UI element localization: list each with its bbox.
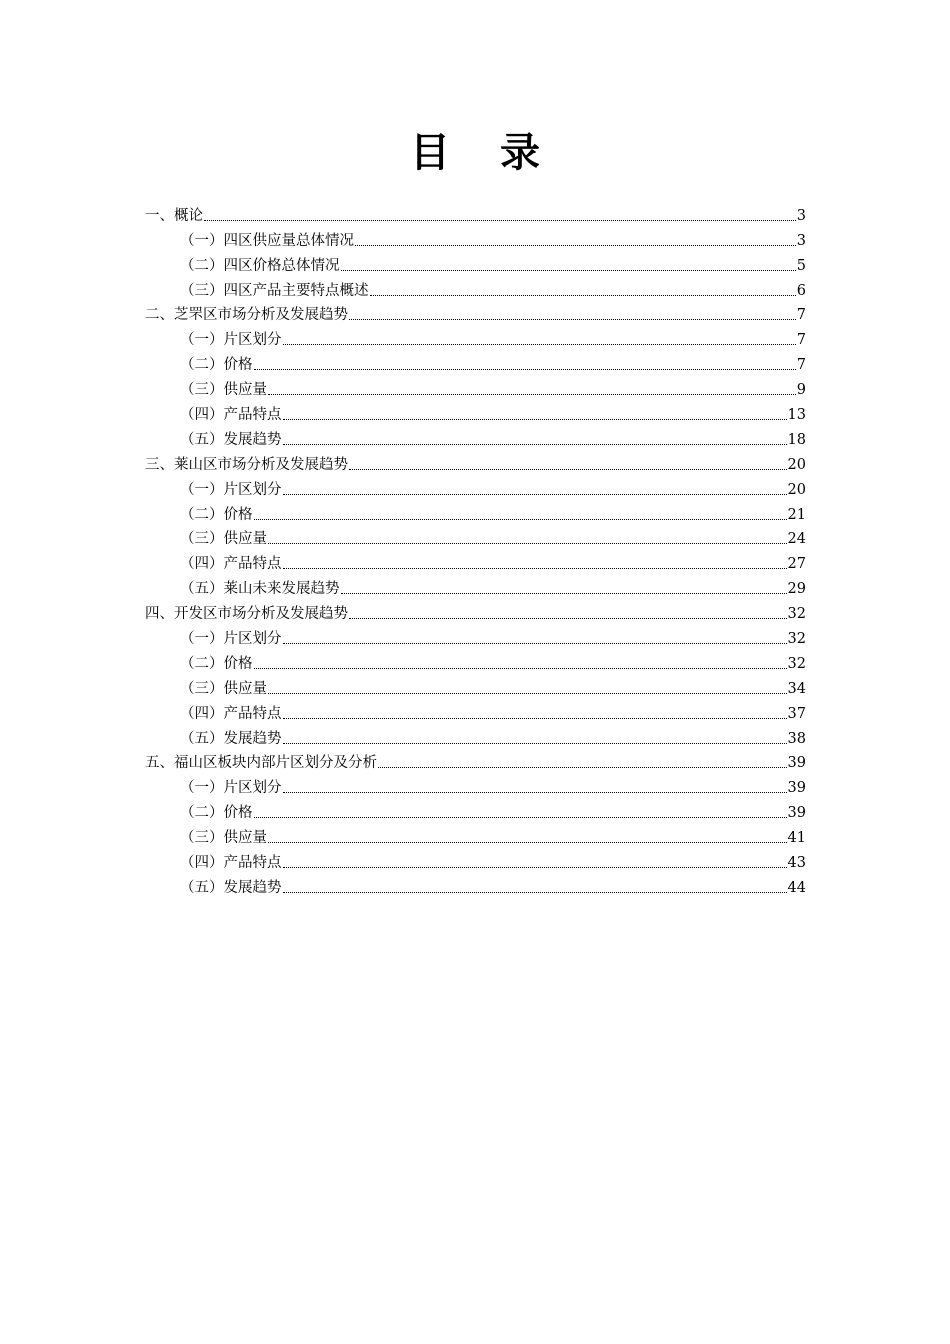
toc-subsection-entry[interactable] <box>145 872 806 897</box>
toc-subsection-entry[interactable] <box>145 772 806 797</box>
toc-page-number: 43 <box>787 855 806 872</box>
toc-page-number: 20 <box>787 481 806 498</box>
toc-dot-leader <box>283 743 787 744</box>
toc-dot-leader <box>283 568 787 569</box>
toc-dot-leader <box>283 718 787 719</box>
toc-page-number: 39 <box>787 755 806 772</box>
toc-entry-label: 三、莱山区市场分析及发展趋势 <box>145 456 348 473</box>
toc-page-number: 6 <box>796 282 806 299</box>
toc-dot-leader <box>283 867 787 868</box>
toc-entry-label: （二）价格 <box>180 357 253 374</box>
toc-subsection-entry[interactable] <box>145 573 806 598</box>
toc-dot-leader <box>355 245 796 246</box>
toc-entry-label: （四）产品特点 <box>180 556 282 573</box>
toc-page-number: 41 <box>787 830 806 847</box>
toc-page-number: 39 <box>787 805 806 822</box>
toc-page-number: 27 <box>787 556 806 573</box>
toc-subsection-entry[interactable] <box>145 822 806 847</box>
toc-subsection-entry[interactable] <box>145 474 806 499</box>
toc-page-number: 32 <box>787 631 806 648</box>
toc-dot-leader <box>378 767 787 768</box>
toc-subsection-entry[interactable] <box>145 424 806 449</box>
toc-entry-label: （五）发展趋势 <box>180 431 282 448</box>
toc-subsection-entry[interactable] <box>145 225 806 250</box>
toc-page-number: 7 <box>796 357 806 374</box>
toc-entry-label: （三）供应量 <box>180 830 267 847</box>
toc-dot-leader <box>370 295 796 296</box>
toc-dot-leader <box>283 419 787 420</box>
toc-dot-leader <box>268 543 787 544</box>
toc-dot-leader <box>349 618 787 619</box>
toc-entry-label: （四）产品特点 <box>180 855 282 872</box>
toc-page-number: 38 <box>787 730 806 747</box>
toc-entry-label: （一）四区供应量总体情况 <box>180 232 354 249</box>
toc-subsection-entry[interactable] <box>145 524 806 549</box>
toc-entry-label: （五）发展趋势 <box>180 879 282 896</box>
toc-section-entry[interactable] <box>145 200 806 225</box>
toc-subsection-entry[interactable] <box>145 499 806 524</box>
toc-dot-leader <box>349 469 787 470</box>
toc-page-number: 39 <box>787 780 806 797</box>
toc-subsection-entry[interactable] <box>145 250 806 275</box>
toc-subsection-entry[interactable] <box>145 275 806 300</box>
toc-entry-label: （四）产品特点 <box>180 705 282 722</box>
toc-entry-label: 五、福山区板块内部片区划分及分析 <box>145 755 377 772</box>
toc-page-number: 3 <box>796 207 806 224</box>
toc-page-number: 7 <box>796 332 806 349</box>
toc-dot-leader <box>283 344 796 345</box>
toc-entry-label: （四）产品特点 <box>180 407 282 424</box>
toc-subsection-entry[interactable] <box>145 673 806 698</box>
toc-page-number: 34 <box>787 680 806 697</box>
toc-dot-leader <box>204 220 796 221</box>
toc-entry-label: （一）片区划分 <box>180 332 282 349</box>
toc-section-entry[interactable] <box>145 748 806 773</box>
toc-dot-leader <box>254 668 787 669</box>
toc-subsection-entry[interactable] <box>145 648 806 673</box>
toc-page-number: 7 <box>796 307 806 324</box>
toc-entry-label: （一）片区划分 <box>180 481 282 498</box>
toc-dot-leader <box>341 593 787 594</box>
toc-dot-leader <box>268 842 787 843</box>
toc-entry-label: （二）四区价格总体情况 <box>180 257 340 274</box>
toc-entry-label: （三）四区产品主要特点概述 <box>180 282 369 299</box>
toc-entry-label: 四、开发区市场分析及发展趋势 <box>145 606 348 623</box>
toc-entry-label: （五）发展趋势 <box>180 730 282 747</box>
toc-page-number: 44 <box>787 879 806 896</box>
toc-subsection-entry[interactable] <box>145 374 806 399</box>
toc-entry-label: （三）供应量 <box>180 382 267 399</box>
toc-section-entry[interactable] <box>145 449 806 474</box>
toc-dot-leader <box>268 394 796 395</box>
toc-entry-label: （三）供应量 <box>180 680 267 697</box>
toc-entry-label: （二）价格 <box>180 655 253 672</box>
toc-dot-leader <box>283 444 787 445</box>
toc-page-number: 3 <box>796 232 806 249</box>
toc-entry-label: 二、芝罘区市场分析及发展趋势 <box>145 307 348 324</box>
toc-dot-leader <box>283 892 787 893</box>
toc-entry-label: 一、概论 <box>145 207 203 224</box>
toc-entry-label: （二）价格 <box>180 506 253 523</box>
toc-subsection-entry[interactable] <box>145 723 806 748</box>
toc-dot-leader <box>283 494 787 495</box>
toc-subsection-entry[interactable] <box>145 548 806 573</box>
toc-page-number: 20 <box>787 456 806 473</box>
toc-dot-leader <box>283 643 787 644</box>
toc-page-number: 32 <box>787 655 806 672</box>
toc-entry-label: （一）片区划分 <box>180 631 282 648</box>
toc-subsection-entry[interactable] <box>145 698 806 723</box>
toc-dot-leader <box>254 817 787 818</box>
toc-subsection-entry[interactable] <box>145 797 806 822</box>
toc-section-entry[interactable] <box>145 598 806 623</box>
toc-page-number: 18 <box>787 431 806 448</box>
toc-dot-leader <box>268 693 787 694</box>
toc-dot-leader <box>341 270 796 271</box>
table-of-contents <box>145 200 806 897</box>
toc-page-number: 9 <box>796 382 806 399</box>
toc-subsection-entry[interactable] <box>145 623 806 648</box>
toc-dot-leader <box>283 792 787 793</box>
toc-page-number: 29 <box>787 581 806 598</box>
toc-entry-label: （一）片区划分 <box>180 780 282 797</box>
toc-dot-leader <box>254 369 796 370</box>
toc-page-number: 37 <box>787 705 806 722</box>
toc-subsection-entry[interactable] <box>145 847 806 872</box>
toc-page-number: 13 <box>787 407 806 424</box>
toc-page-number: 32 <box>787 606 806 623</box>
toc-entry-label: （三）供应量 <box>180 531 267 548</box>
toc-entry-label: （五）莱山未来发展趋势 <box>180 581 340 598</box>
toc-subsection-entry[interactable] <box>145 399 806 424</box>
toc-dot-leader <box>254 519 787 520</box>
page-title: 目 录 <box>410 130 558 176</box>
toc-section-entry[interactable] <box>145 300 806 325</box>
toc-page-number: 21 <box>787 506 806 523</box>
toc-dot-leader <box>349 319 796 320</box>
toc-page-number: 5 <box>796 257 806 274</box>
toc-entry-label: （二）价格 <box>180 805 253 822</box>
toc-page-number: 24 <box>787 531 806 548</box>
toc-subsection-entry[interactable] <box>145 349 806 374</box>
toc-subsection-entry[interactable] <box>145 324 806 349</box>
